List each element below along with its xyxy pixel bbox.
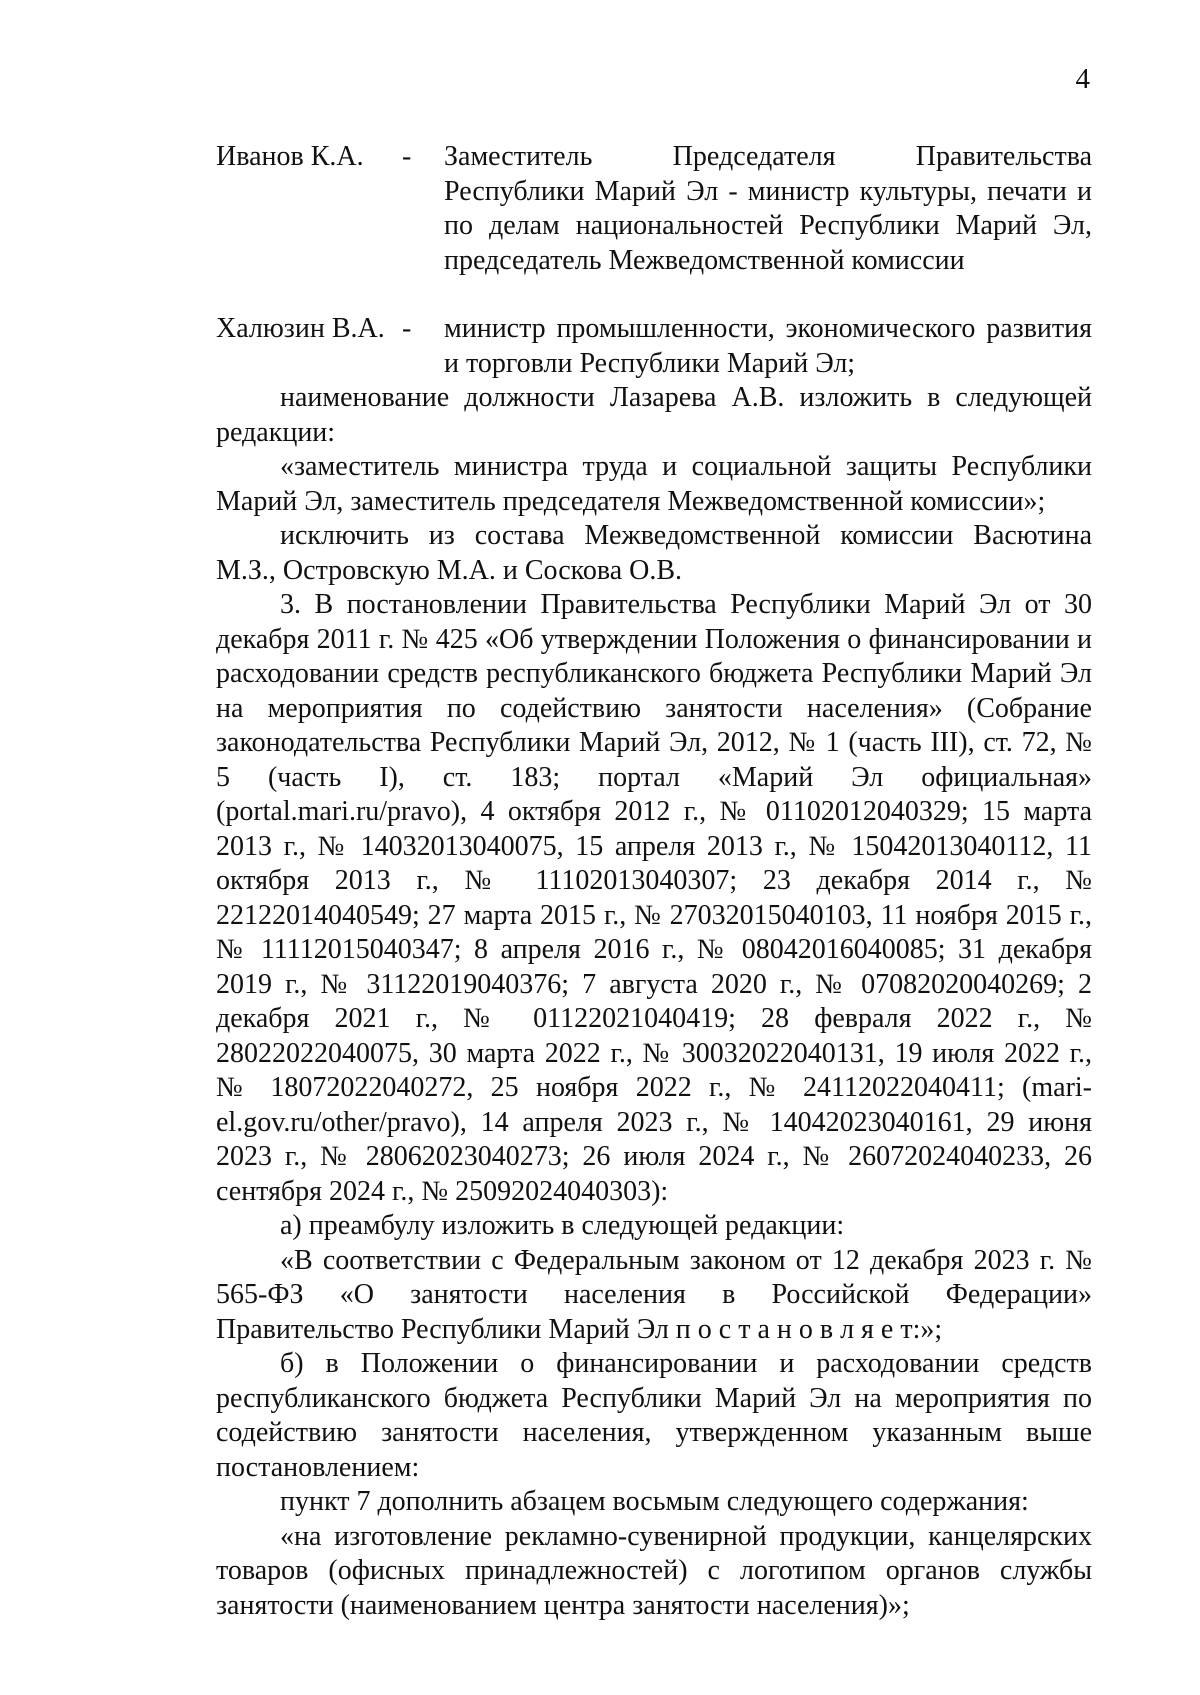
member-role: Заместитель Председателя Правительства Республики Марий Эл - министр культуры, печати и по делам национальностей Республики Марий Эл, председатель Межведомственной комиссии: [444, 141, 1092, 276]
member-spacer: [216, 278, 1092, 312]
paragraph-subitem-b: б) в Положении о финансировании и расходовании средств республиканского бюджета Республики Марий Эл на мероприятия по содействию занятости населения, утвержденном указанным выше постановлением:: [216, 1348, 1092, 1483]
member-name: Иванов К.А.: [216, 141, 364, 172]
paragraph-point-7: пункт 7 дополнить абзацем восьмым следующего содержания:: [280, 1486, 1029, 1517]
paragraph-exclusion: исключить из состава Межведомственной комиссии Васютина М.З., Островскую М.А. и Соскова О.В.: [216, 520, 1092, 586]
paragraph-lazarev-new-wording: «заместитель министра труда и социальной защиты Республики Марий Эл, заместитель председателя Межведомственной комиссии»;: [216, 451, 1092, 517]
page-number: 4: [1075, 63, 1090, 95]
paragraph-subitem-a: а) преамбулу изложить в следующей редакции:: [280, 1210, 845, 1241]
member-name: Халюзин В.А.: [216, 313, 385, 344]
member-entry-ivanov: [216, 140, 1092, 278]
paragraph-lazarev-position: наименование должности Лазарева А.В. изложить в следующей редакции:: [216, 382, 1092, 448]
paragraph-preamble-wording: «В соответствии с Федеральным законом от 12 декабря 2023 г. № 565-ФЗ «О занятости населения в Российской Федерации» Правительство Республики Марий Эл п о с т а н о в л я е т:»;: [216, 1244, 1092, 1345]
member-dash: -: [402, 141, 412, 172]
document-body: [216, 140, 1092, 1623]
member-entry-khalyuzin: [216, 312, 1092, 381]
member-dash: -: [402, 313, 412, 344]
paragraph-point-7-text: «на изготовление рекламно-сувенирной продукции, канцелярских товаров (офисных принадлежностей) с логотипом органов службы занятости (наименованием центра занятости населения)»;: [216, 1520, 1092, 1621]
paragraph-item-3: 3. В постановлении Правительства Республики Марий Эл от 30 декабря 2011 г. № 425 «Об утверждении Положения о финансировании и расходовании средств республиканского бюджета Республики Марий Эл на мероприятия по содействию занятости населения» (Собрание законодательства Республики Марий Эл, 2012, № 1 (часть III), ст. 72, № 5 (часть I), ст. 183; портал «Марий Эл официальная» (portal.mari.ru/pravo), 4 октября 2012 г., № 01102012040329; 15 марта 2013 г., № 14032013040075, 15 апреля 2013 г., № 15042013040112, 11 октября 2013 г., № 11102013040307; 23 декабря 2014 г., № 22122014040549; 27 марта 2015 г., № 27032015040103, 11 ноября 2015 г., № 11112015040347; 8 апреля 2016 г., № 08042016040085; 31 декабря 2019 г., № 31122019040376; 7 августа 2020 г., № 07082020040269; 2 декабря 2021 г., № 01122021040419; 28 февраля 2022 г., № 28022022040075, 30 марта 2022 г., № 30032022040131, 19 июля 2022 г., № 18072022040272, 25 ноября 2022 г., № 24112022040411; (mari-el.gov.ru/other/pravo), 14 апреля 2023 г., № 14042023040161, 29 июня 2023 г., № 28062023040273; 26 июля 2024 г., № 26072024040233, 26 сентября 2024 г., № 25092024040303):: [216, 589, 1092, 1207]
member-role: министр промышленности, экономического развития и торговли Республики Марий Эл;: [444, 313, 1092, 379]
